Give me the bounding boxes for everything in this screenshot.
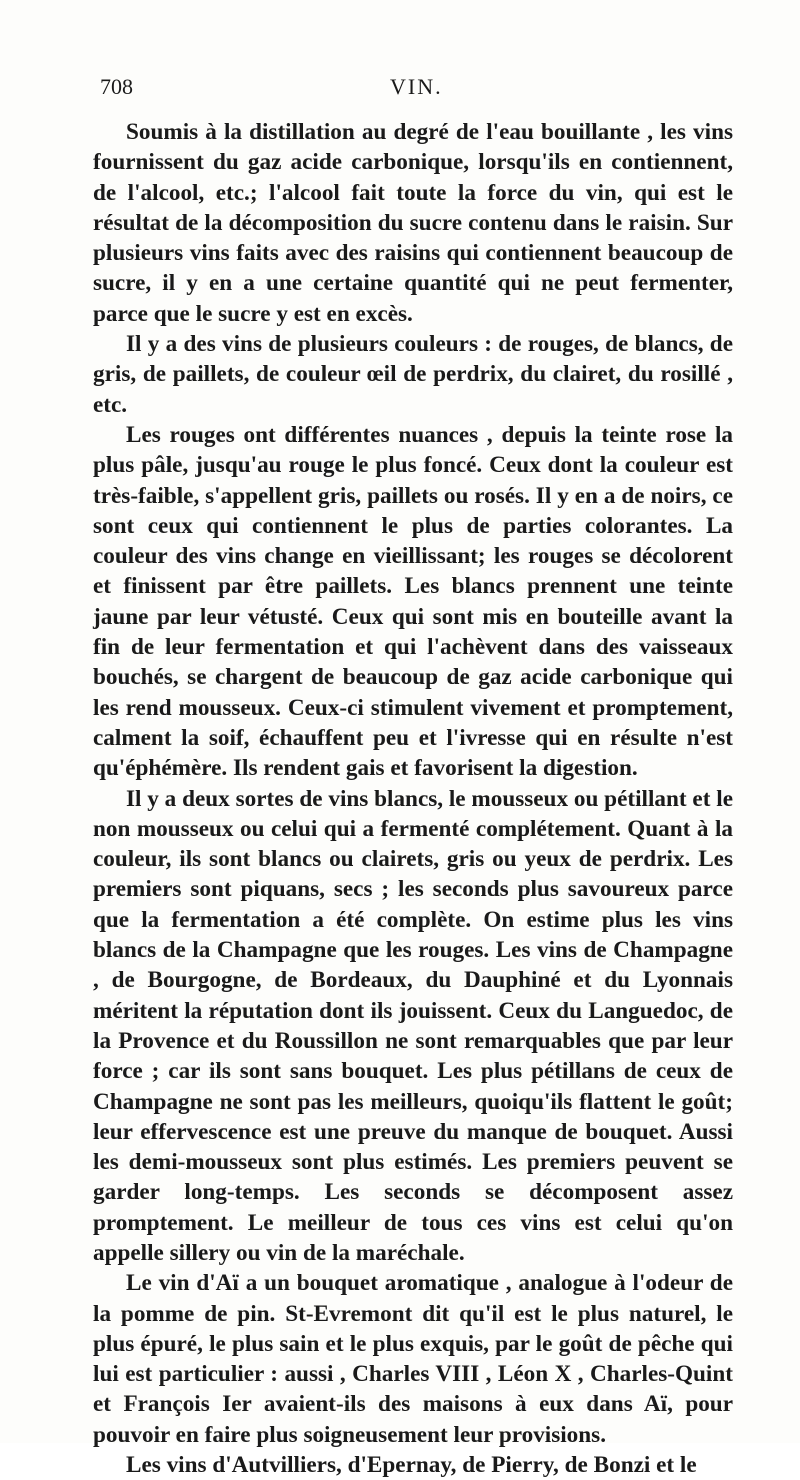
paragraph: Les rouges ont différentes nuances , depuis la teinte rose la plus pâle, jusqu'au rouge le plus foncé. Ceux dont la couleur est très-faible, s'appellent gris, paillets ou rosés. Il y en a de noirs, ce sont ceux qui contiennent le plus de parties colorantes. La couleur des vins change en vieillissant; les rouges se décolorent et finissent par être paillets. Les blancs prennent une teinte jaune par leur vétusté. Ceux qui sont mis en bouteille avant la fin de leur fermentation et qui l'achèvent dans des vaisseaux bouchés, se chargent de beaucoup de gaz acide carbonique qui les rend mousseux. Ceux-ci stimulent vivement et promptement, calment la soif, échauffent peu et l'ivresse qui en résulte n'est qu'éphémère. Ils rendent gais et favorisent la digestion.: [93, 421, 733, 782]
paragraph: Les vins d'Autvilliers, d'Epernay, de Pierry, de Bonzi et le: [126, 1452, 697, 1479]
page-header: [100, 74, 760, 104]
paragraph: Il y a des vins de plusieurs couleurs : de rouges, de blancs, de gris, de paillets, de couleur œil de perdrix, du clairet, du rosillé , etc.: [93, 331, 733, 418]
paragraph: Le vin d'Aï a un bouquet aromatique , analogue à l'odeur de la pomme de pin. St-Evremont dit qu'il est le plus naturel, le plus épuré, le plus sain et le plus exquis, par le goût de pêche qui lui est particulier : aussi , Charles VIII , Léon X , Charles-Quint et François Ier avaient-ils des maisons à eux dans Aï, pour pouvoir en faire plus soigneusement leur provisions.: [93, 1270, 733, 1448]
paragraph: Il y a deux sortes de vins blancs, le mousseux ou pétillant et le non mousseux ou celui qui a fermenté complétement. Quant à la couleur, ils sont blancs ou clairets, gris ou yeux de perdrix. Les premiers sont piquans, secs ; les seconds plus savoureux parce que la fermentation a été complète. On estime plus les vins blancs de la Champagne que les rouges. Les vins de Champagne , de Bourgogne, de Bordeaux, du Dauphiné et du Lyonnais méritent la réputation dont ils jouissent. Ceux du Languedoc, de la Provence et du Roussillon ne sont remarquables que par leur force ; car ils sont sans bouquet. Les plus pétillans de ceux de Champagne ne sont pas les meilleurs, quoiqu'ils flattent le goût; leur effervescence est une preuve du manque de bouquet. Aussi les demi-mousseux sont plus estimés. Les premiers peuvent se garder long-temps. Les seconds se décomposent assez promptement. Le meilleur de tous ces vins est celui qu'on appelle sillery ou vin de la maréchale.: [93, 785, 733, 1266]
running-title: VIN.: [390, 74, 443, 99]
body-text: [93, 117, 733, 1480]
page-number: 708: [100, 74, 133, 99]
paragraph: Soumis à la distillation au degré de l'eau bouillante , les vins fournissent du gaz acide carbonique, lorsqu'ils en contiennent, de l'alcool, etc.; l'alcool fait toute la force du vin, qui est le résultat de la décomposition du sucre contenu dans le raisin. Sur plusieurs vins faits avec des raisins qui contiennent beaucoup de sucre, il y en a une certaine quantité qui ne peut fermenter, parce que le sucre y est en excès.: [93, 119, 733, 327]
